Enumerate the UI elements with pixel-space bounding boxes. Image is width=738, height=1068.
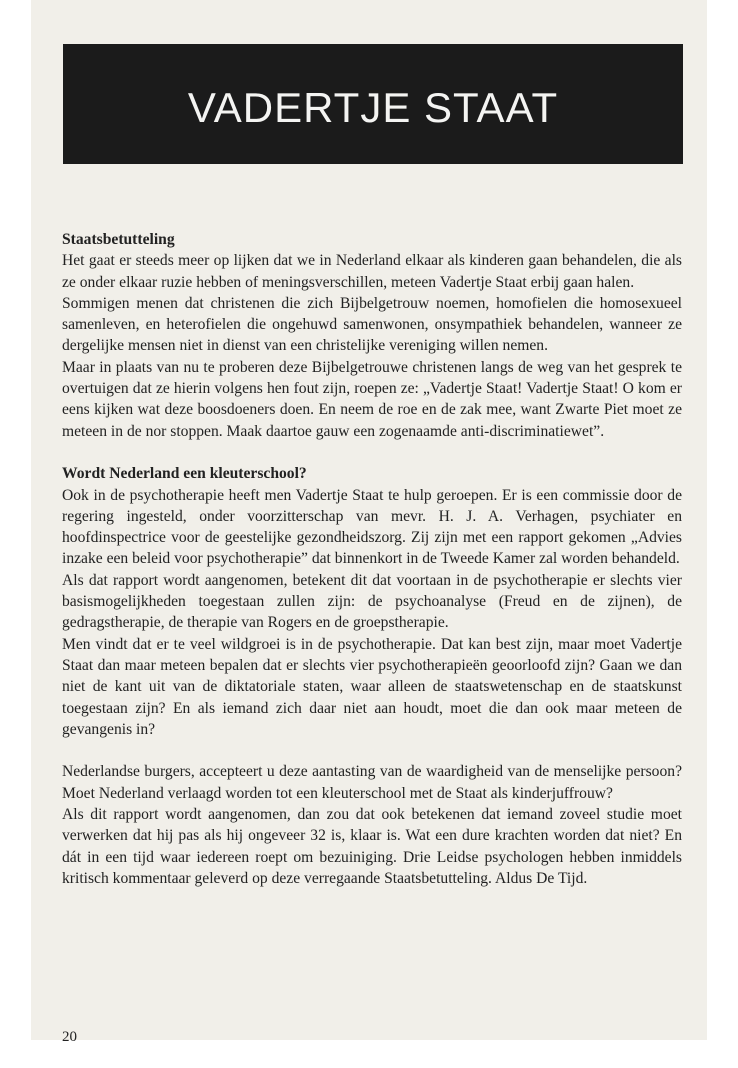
paragraph: Sommigen menen dat christenen die zich Bijbelgetrouw noemen, homofielen die homosexueel samenleven, en heterofielen die ongehuwd samenwonen, onsympathiek behandelen, wanneer ze dergelijke mensen niet in dienst van een christelijke vereniging willen nemen. [62, 294, 682, 355]
paragraph: Ook in de psychotherapie heeft men Vadertje Staat te hulp geroepen. Er is een commissie door de regering ingesteld, onder voorzitterschap van mevr. H. J. A. Verhagen, psychiater en hoofdinspectrice voor de geestelijke gezondheidszorg. Zij zijn met een rapport gekomen „Advies inzake een beleid voor psychotherapie” dat binnenkort in de Tweede Kamer zal worden behandeld. [62, 486, 682, 568]
page-number: 20 [62, 1029, 77, 1045]
paragraph: Men vindt dat er te veel wildgroei is in de psychotherapie. Dat kan best zijn, maar moet Vadertje Staat dan maar meteen bepalen dat er slechts vier psychotherapieën geoorloofd zijn? Gaan we dan niet de kant uit van de diktatoriale staten, waar alleen de staatswetenschap en de staatskunst toegestaan zijn? En als iemand zich daar niet aan houdt, moet die dan ook maar meteen de gevangenis in? [62, 635, 682, 738]
section-heading-kleuterschool: Wordt Nederland een kleuterschool? [62, 465, 307, 483]
paragraph: Maar in plaats van nu te proberen deze Bijbelgetrouwe christenen langs de weg van het gesprek te overtuigen dat ze hierin volgens hen fout zijn, roepen ze: „Vadertje Staat! Vadertje Staat! O kom er eens kijken wat deze boosdoeners doen. En neem de roe en de zak mee, want Zwarte Piet moet ze meteen in de nor stoppen. Maak daartoe gauw een zogenaamde anti-discriminatiewet”. [62, 358, 682, 440]
book-page [31, 0, 707, 1045]
page-title: VADERTJE STAAT [187, 84, 559, 131]
paragraph: Als dit rapport wordt aangenomen, dan zou dat ook betekenen dat iemand zoveel studie moet verwerken dat hij pas als hij ongeveer 32 is, klaar is. Wat een dure krachten worden dat niet? En dát in een tijd waar iedereen roept om bezuiniging. Drie Leidse psychologen hebben inmiddels kritisch kommentaar geleverd op deze verregaande Staatsbetutteling. Aldus De Tijd. [62, 806, 682, 887]
article-body [62, 229, 682, 889]
paragraph: Nederlandse burgers, accepteert u deze aantasting van de waardigheid van de menselijke persoon? Moet Nederland verlaagd worden tot een kleuterschool met de Staat als kinderjuffrouw? [62, 763, 682, 802]
section-heading-staatsbetutteling: Staatsbetutteling [62, 231, 175, 248]
title-banner [63, 44, 683, 164]
paragraph: Als dat rapport wordt aangenomen, betekent dit dat voortaan in de psychotherapie er slechts vier basismogelijkheden toegestaan zullen zijn: de psychoanalyse (Freud en de zijnen), de gedragstherapie, de therapie van Rogers en de groepstherapie. [62, 571, 682, 632]
paragraph: Het gaat er steeds meer op lijken dat we in Nederland elkaar als kinderen gaan behandelen, die als ze onder elkaar ruzie hebben of meningsverschillen, meteen Vadertje Staat erbij gaan halen. [62, 252, 682, 291]
